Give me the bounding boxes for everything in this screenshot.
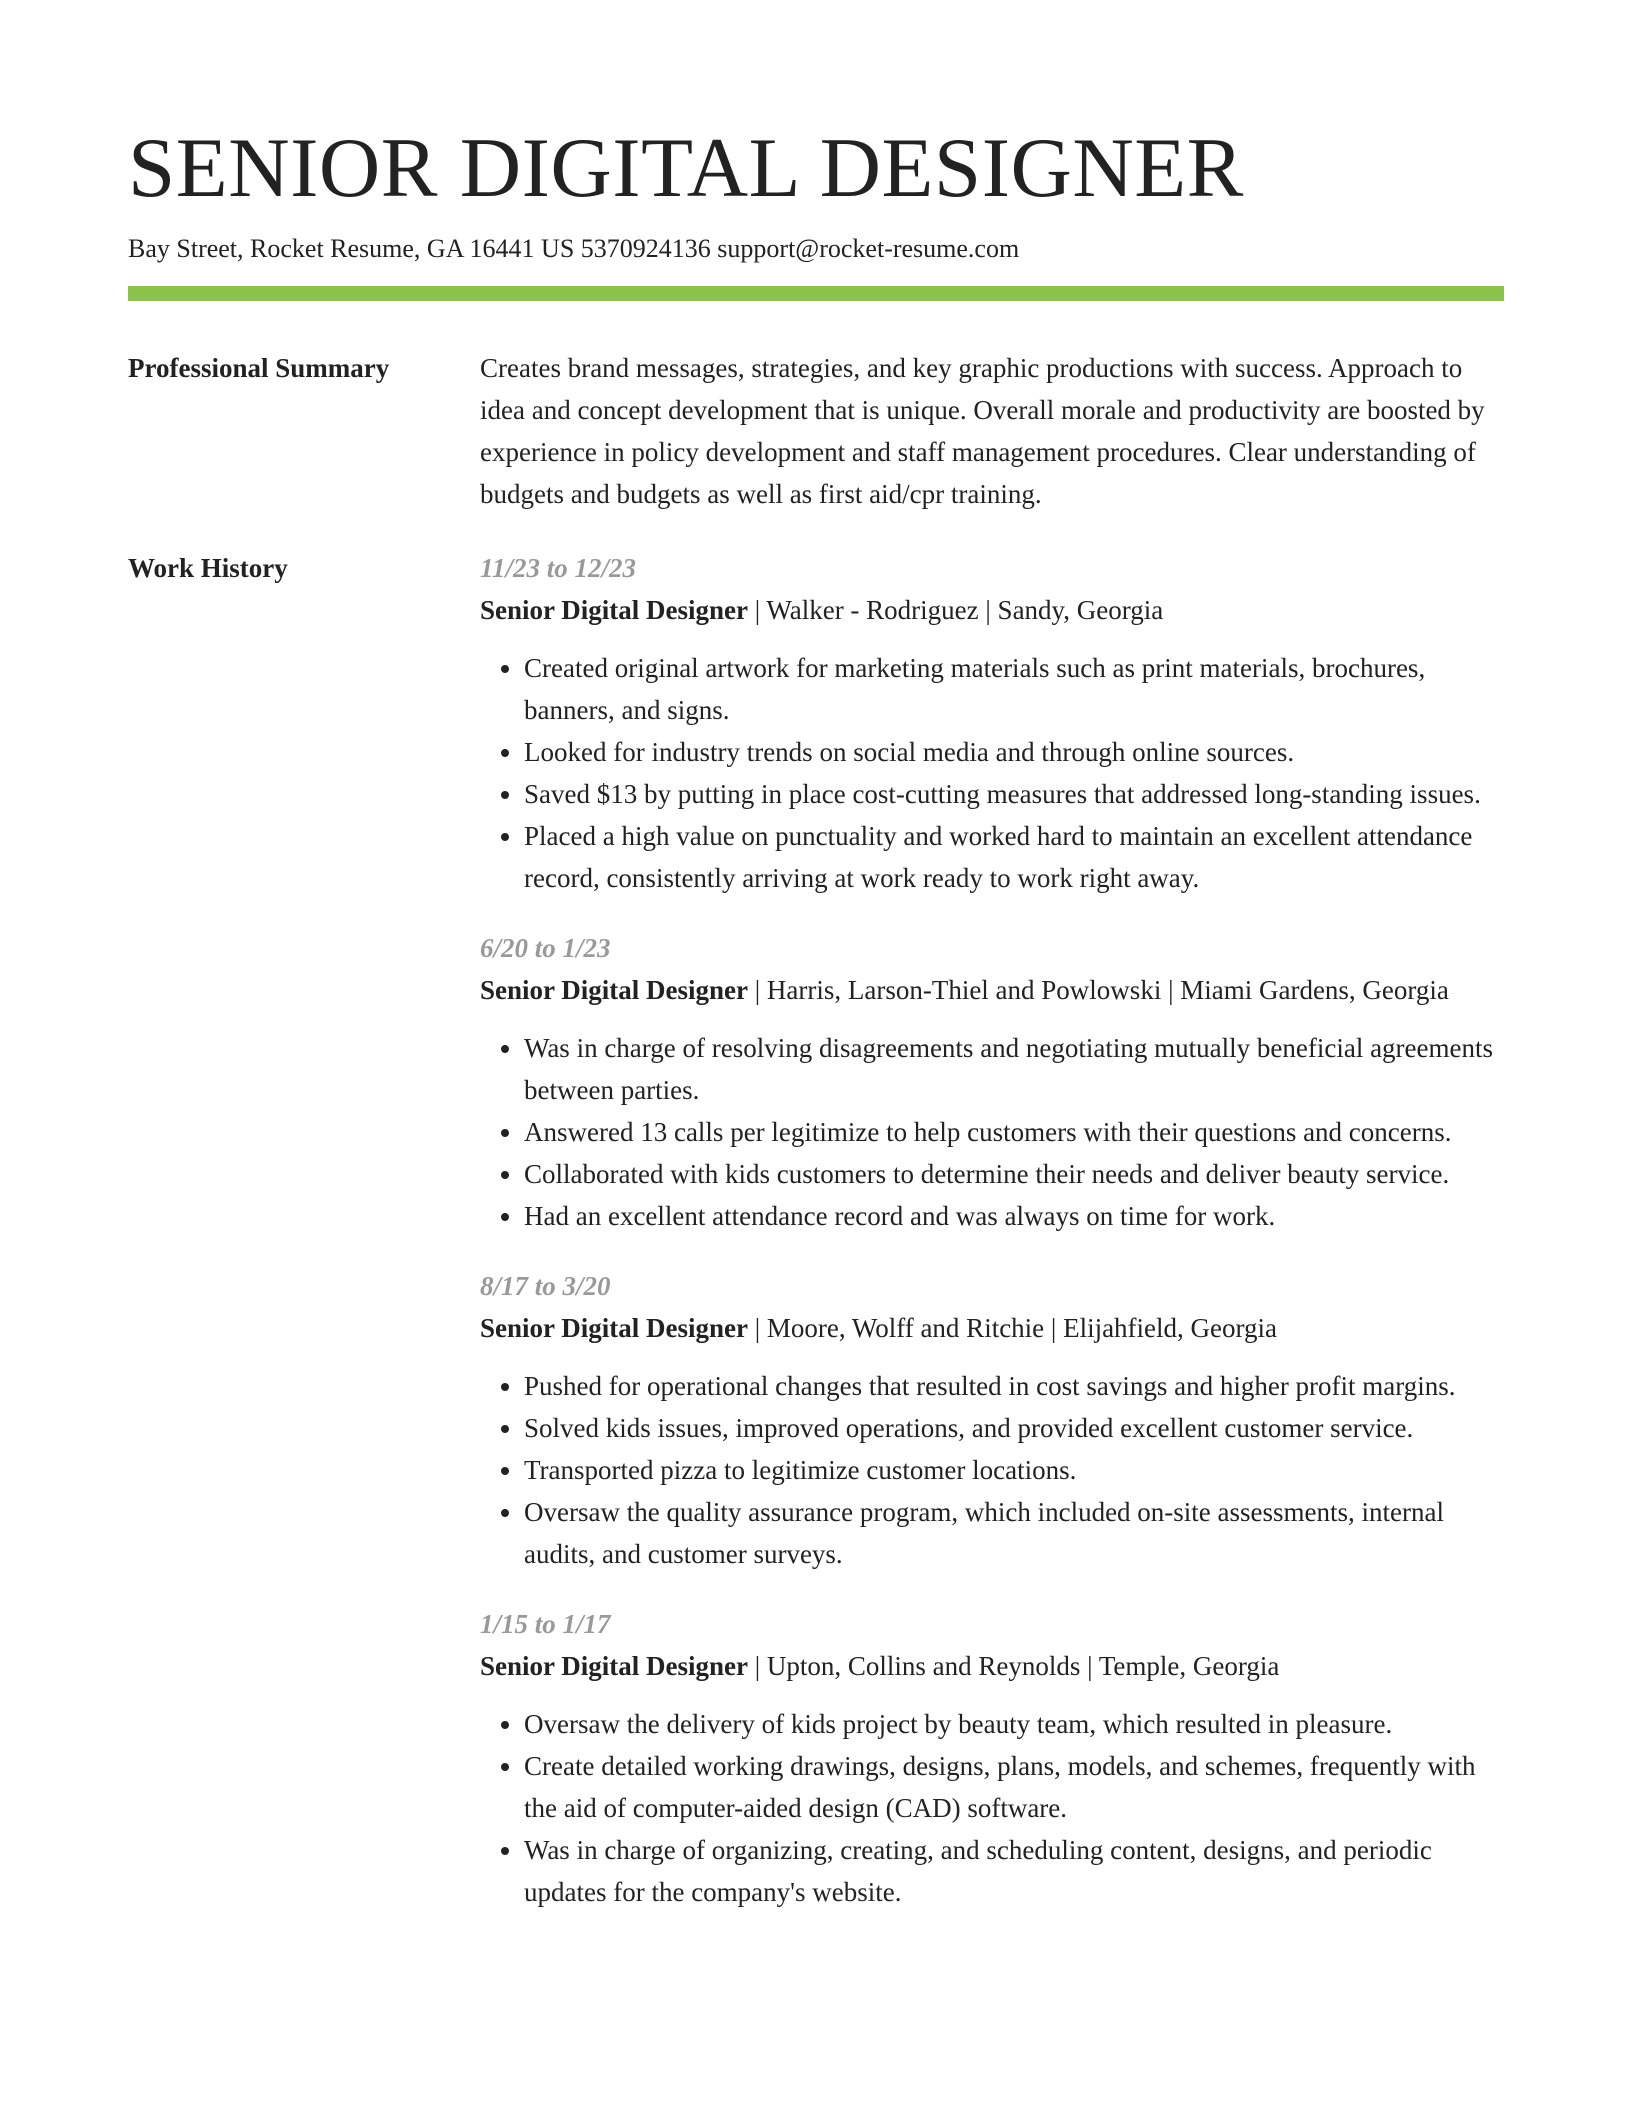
job-details: | Walker - Rodriguez | Sandy, Georgia: [747, 595, 1164, 625]
job-bullet: • Saved $13 by putting in place cost-cutting measures that addressed long-standing issues.: [524, 773, 1504, 815]
summary-text: Creates brand messages, strategies, and key graphic productions with success. Approach to idea and concept development that is unique. Overall morale and productivity are boosted by experience in policy development and staff management procedures. Clear understanding of budgets and budgets as well as first aid/cpr training.: [480, 353, 1485, 509]
work-history-section: [128, 547, 1504, 1941]
section-label-work-history: Work History: [128, 553, 288, 583]
job-entry: [480, 927, 1504, 1237]
job-entry: [480, 1265, 1504, 1575]
job-bullet: • Had an excellent attendance record and was always on time for work.: [524, 1195, 1504, 1237]
job-title-line: [480, 1645, 1504, 1687]
job-bullet: • Transported pizza to legitimize customer locations.: [524, 1449, 1504, 1491]
job-dates: 11/23 to 12/23: [480, 553, 637, 583]
resume-page: [128, 0, 1504, 1941]
job-dates: 1/15 to 1/17: [480, 1609, 611, 1639]
job-title-line: [480, 969, 1504, 1011]
job-bullet: • Placed a high value on punctuality and worked hard to maintain an excellent attendance record, consistently arriving at work ready to work right away.: [524, 815, 1504, 899]
contact-line: Bay Street, Rocket Resume, GA 16441 US 5370924136 support@rocket-resume.com: [128, 234, 1020, 263]
job-title: Senior Digital Designer: [480, 595, 748, 625]
job-bullets: [480, 1027, 1504, 1237]
job-bullet: • Was in charge of organizing, creating, and scheduling content, designs, and periodic updates for the company's website.: [524, 1829, 1504, 1913]
job-title: Senior Digital Designer: [480, 975, 748, 1005]
job-bullet: • Create detailed working drawings, designs, plans, models, and schemes, frequently with the aid of computer-aided design (CAD) software.: [524, 1745, 1504, 1829]
job-dates: 8/17 to 3/20: [480, 1271, 611, 1301]
job-bullet: • Pushed for operational changes that resulted in cost savings and higher profit margins.: [524, 1365, 1504, 1407]
summary-body: [480, 347, 1504, 515]
job-title: Senior Digital Designer: [480, 1313, 748, 1343]
job-details: | Moore, Wolff and Ritchie | Elijahfield, Georgia: [747, 1313, 1278, 1343]
job-title-line: [480, 589, 1504, 631]
job-entry: [480, 547, 1504, 899]
job-bullets: [480, 1703, 1504, 1913]
work-history-body: [480, 547, 1504, 1941]
candidate-name: SENIOR DIGITAL DESIGNER: [128, 121, 1244, 215]
job-bullets: [480, 647, 1504, 899]
job-dates: 6/20 to 1/23: [480, 933, 611, 963]
job-title: Senior Digital Designer: [480, 1651, 748, 1681]
job-bullet: • Collaborated with kids customers to determine their needs and deliver beauty service.: [524, 1153, 1504, 1195]
job-title-line: [480, 1307, 1504, 1349]
job-entry: [480, 1603, 1504, 1913]
job-bullet: • Looked for industry trends on social media and through online sources.: [524, 731, 1504, 773]
job-bullet: • Answered 13 calls per legitimize to help customers with their questions and concerns.: [524, 1111, 1504, 1153]
job-bullets: [480, 1365, 1504, 1575]
job-details: | Harris, Larson-Thiel and Powlowski | Miami Gardens, Georgia: [747, 975, 1449, 1005]
professional-summary-section: [128, 347, 1504, 515]
job-bullet: • Oversaw the delivery of kids project by beauty team, which resulted in pleasure.: [524, 1703, 1504, 1745]
job-bullet: • Oversaw the quality assurance program, which included on-site assessments, internal audits, and customer surveys.: [524, 1491, 1504, 1575]
job-bullet: • Solved kids issues, improved operations, and provided excellent customer service.: [524, 1407, 1504, 1449]
job-bullet: • Was in charge of resolving disagreements and negotiating mutually beneficial agreements between parties.: [524, 1027, 1504, 1111]
job-bullet: • Created original artwork for marketing materials such as print materials, brochures, banners, and signs.: [524, 647, 1504, 731]
section-label-summary: Professional Summary: [128, 353, 390, 383]
job-details: | Upton, Collins and Reynolds | Temple, Georgia: [747, 1651, 1280, 1681]
accent-divider: [128, 286, 1504, 301]
